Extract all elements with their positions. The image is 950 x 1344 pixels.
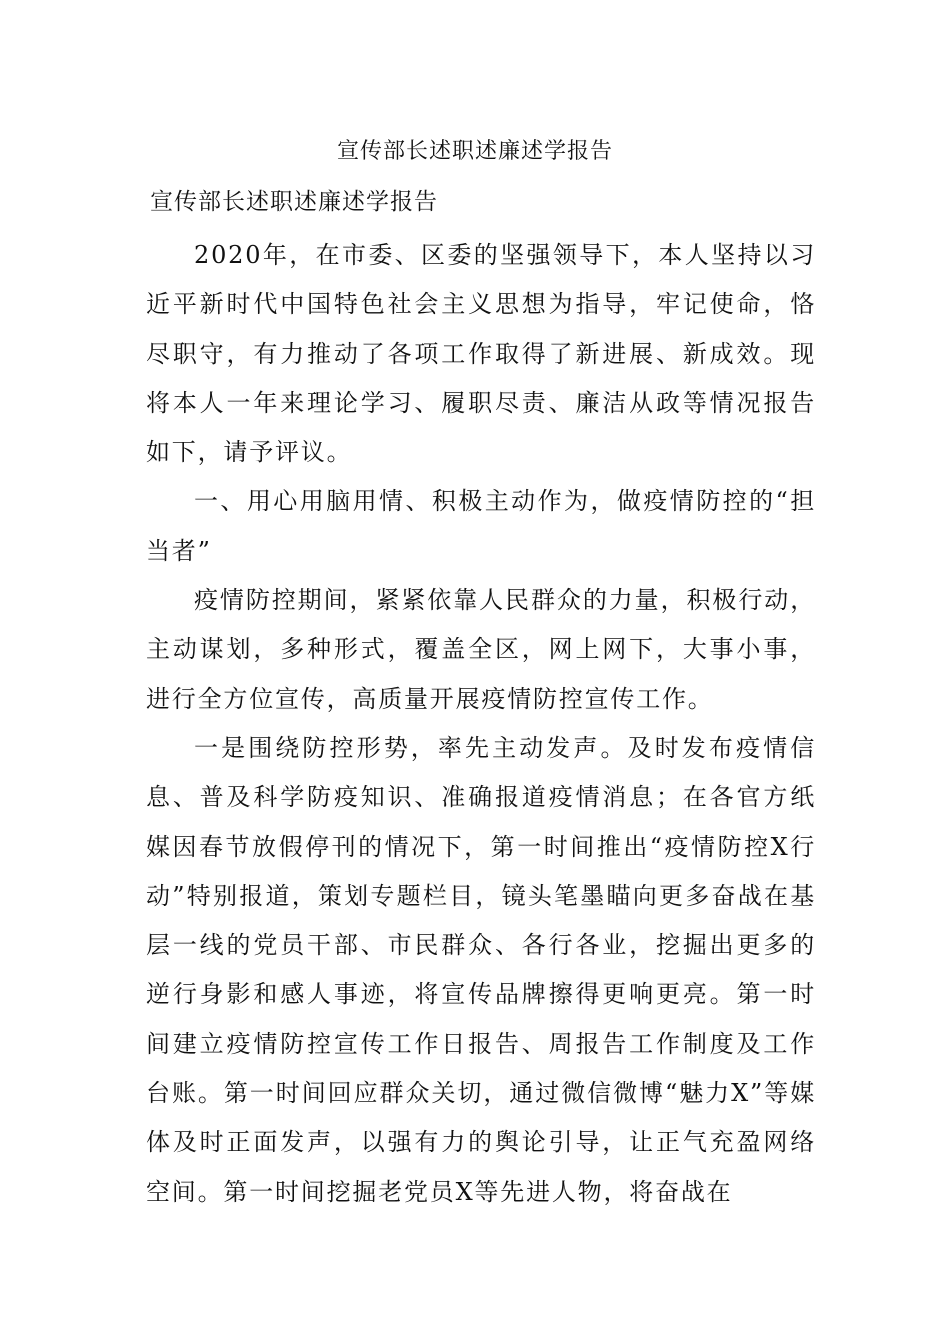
paragraph-intro: 2020年，在市委、区委的坚强领导下，本人坚持以习近平新时代中国特色社会主义思想为指导，牢记使命，恪尽职守，有力推动了各项工作取得了新进展、新成效。现将本人一年来理论学习、履职尽责、廉洁从政等情况报告如下，请予评议。 [146, 241, 816, 467]
document-body [146, 231, 816, 1217]
document-subtitle: 宣传部长述职述廉述学报告 [150, 189, 438, 215]
paragraph-point-one: 一是围绕防控形势，率先主动发声。及时发布疫情信息、普及科学防疫知识、准确报道疫情消息；在各官方纸媒因春节放假停刊的情况下，第一时间推出“疫情防控X行动”特别报道，策划专题栏目，镜头笔墨瞄向更多奋战在基层一线的党员干部、市民群众、各行各业，挖掘出更多的逆行身影和感人事迹，将宣传品牌擦得更响更亮。第一时间建立疫情防控宣传工作日报告、周报告工作制度及工作台账。第一时间回应群众关切，通过微信微博“魅力X”等媒体及时正面发声，以强有力的舆论引导，让正气充盈网络空间。第一时间挖掘老党员X等先进人物，将奋战在 [146, 733, 816, 1206]
document-title: 宣传部长述职述廉述学报告 [336, 139, 613, 164]
paragraph-epidemic-overview: 疫情防控期间，紧紧依靠人民群众的力量，积极行动，主动谋划，多种形式，覆盖全区，网上网下，大事小事，进行全方位宣传，高质量开展疫情防控宣传工作。 [146, 586, 816, 713]
section-heading-1: 一、用心用脑用情、积极主动作为，做疫情防控的“担当者” [146, 487, 816, 565]
